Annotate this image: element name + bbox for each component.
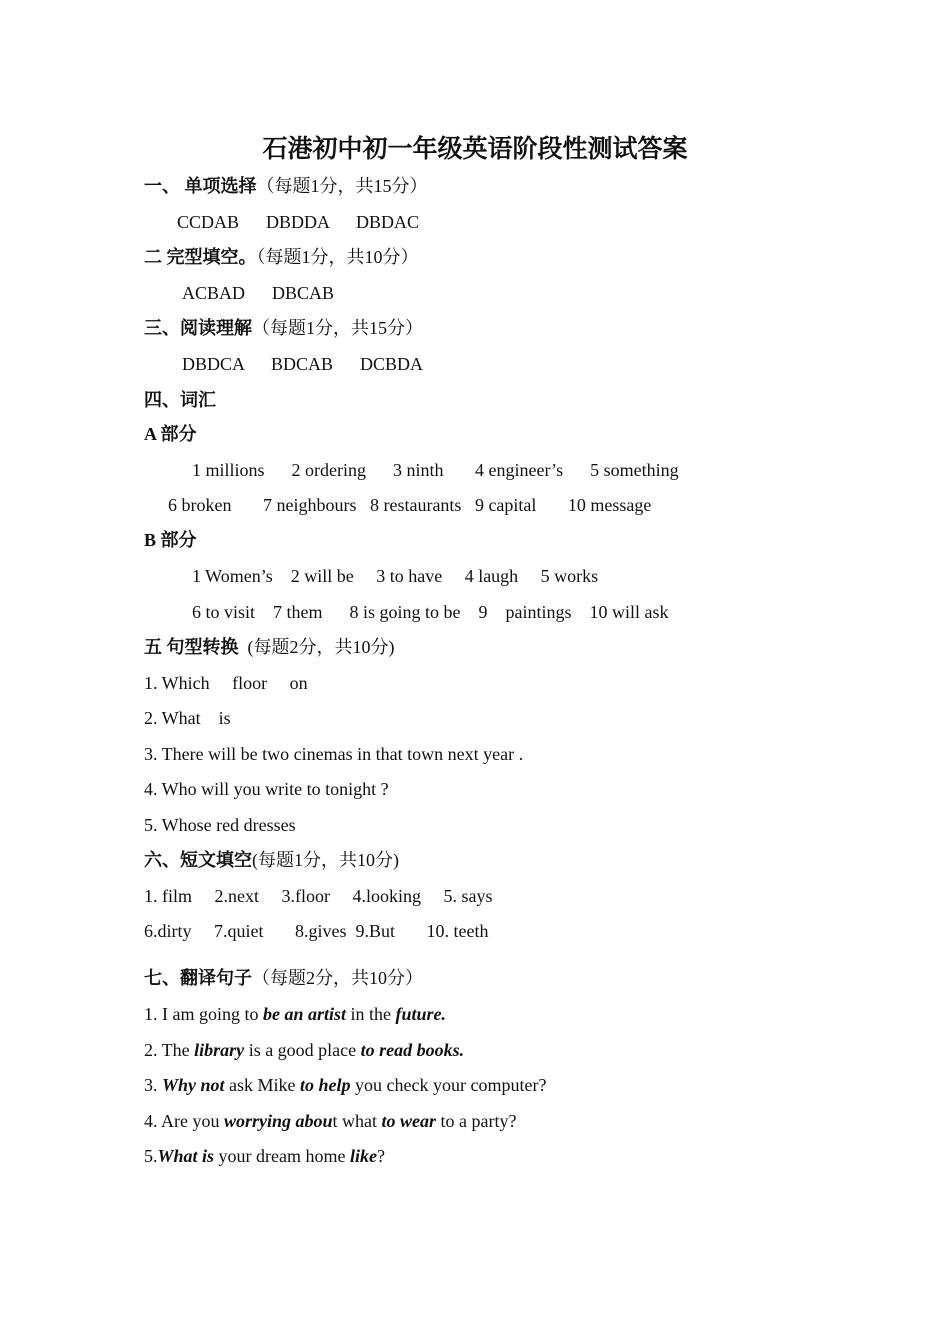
section-6-line-2: 6.dirty 7.quiet 8.gives 9.But 10. teeth — [144, 921, 489, 941]
section-1-note: （每题1分，共15分） — [256, 176, 428, 196]
section-5-item-2: 2. What is — [144, 708, 231, 728]
section-1-heading: 一、 单项选择 — [144, 176, 257, 196]
section-2-note: （每题1分，共10分） — [256, 247, 419, 267]
part-b-line-2: 6 to visit 7 them 8 is going to be 9 paintings 10 will ask — [192, 602, 669, 622]
section-6-header — [144, 849, 399, 871]
section-7-note: （每题2分，共10分） — [252, 968, 423, 988]
part-a-line-1: 1 millions 2 ordering 3 ninth 4 engineer’s 5 something — [192, 460, 679, 480]
section-5-item-1: 1. Which floor on — [144, 673, 308, 693]
section-7-header — [144, 967, 423, 989]
part-a-heading: A 部分 — [144, 424, 197, 444]
section-6-line-1: 1. film 2.next 3.floor 4.looking 5. says — [144, 886, 493, 906]
section-5-heading: 五 句型转换 — [144, 637, 239, 657]
section-2-answers: ACBAD DBCAB — [182, 283, 335, 303]
section-2-header — [144, 246, 419, 268]
section-3-heading: 三、阅读理解 — [144, 318, 252, 338]
translation-2: 2. The library is a good place to read books. — [144, 1040, 465, 1060]
section-6-heading: 六、短文填空 — [144, 850, 252, 870]
translation-4: 4. Are you worrying about what to wear to a party? — [144, 1111, 517, 1131]
section-5-header — [144, 636, 395, 658]
translation-5: 5.What is your dream home like? — [144, 1146, 385, 1166]
part-b-line-1: 1 Women’s 2 will be 3 to have 4 laugh 5 works — [192, 566, 599, 586]
section-3-answers: DBDCA BDCAB DCBDA — [182, 354, 424, 374]
section-5-item-5: 5. Whose red dresses — [144, 815, 296, 835]
section-7-heading: 七、翻译句子 — [144, 968, 252, 988]
section-3-header — [144, 317, 423, 339]
section-5-note: (每题2分，共10分) — [238, 637, 395, 657]
translation-3: 3. Why not ask Mike to help you check your computer? — [144, 1075, 547, 1095]
section-3-note: （每题1分，共15分） — [252, 318, 423, 338]
section-4-heading: 四、词汇 — [144, 390, 216, 410]
part-a-line-2: 6 broken 7 neighbours 8 restaurants 9 capital 10 message — [168, 495, 652, 515]
section-5-item-3: 3. There will be two cinemas in that town next year . — [144, 744, 524, 764]
section-6-note: (每题1分，共10分) — [252, 850, 399, 870]
section-2-heading: 二 完型填空。 — [144, 247, 257, 267]
translation-1: 1. I am going to be an artist in the future. — [144, 1004, 447, 1024]
section-1-header — [144, 175, 428, 197]
part-b-heading: B 部分 — [144, 530, 197, 550]
section-5-item-4: 4. Who will you write to tonight ? — [144, 779, 389, 799]
section-1-answers: CCDAB DBDDA DBDAC — [177, 212, 420, 232]
page-title: 石港初中初一年级英语阶段性测试答案 — [262, 136, 688, 163]
